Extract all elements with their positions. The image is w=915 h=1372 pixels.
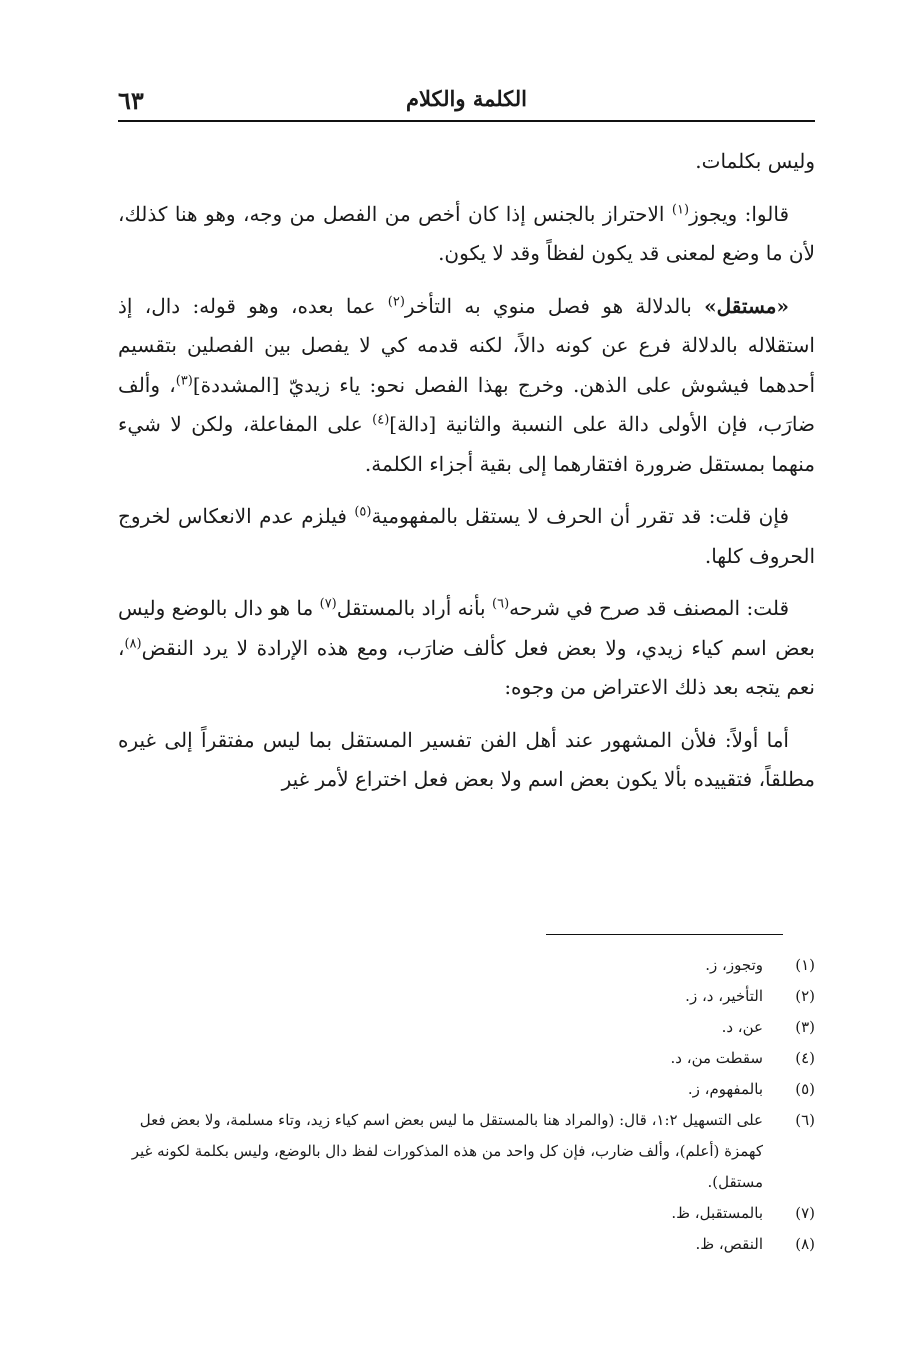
footnote-item bbox=[118, 1229, 815, 1260]
paragraph-2-text-3: ، وألف ضارَب، فإن الأولى دالة على النسبة والثانية [دالة] bbox=[118, 372, 815, 436]
paragraph-4-text-3: ما هو دال بالوضع وليس بعض اسم كياء زيدي، ولا بعض فعل كألف ضارَب، ومع هذه الإرادة لا يرد النقض bbox=[118, 596, 815, 660]
footnote-number: (٧) bbox=[795, 1204, 815, 1222]
footnote-ref-1[interactable]: (١) bbox=[671, 201, 690, 217]
footnote-ref-5[interactable]: (٥) bbox=[354, 504, 372, 520]
footnote-number: (٦) bbox=[795, 1111, 815, 1129]
paragraph-2-text-4: على المفاعلة، ولكن لا شيء منهما بمستقل ضرورة افتقارهما إلى بقية أجزاء الكلمة. bbox=[118, 412, 815, 476]
defined-term: «مستقل» bbox=[704, 293, 789, 318]
paragraph-3-text-1: فإن قلت: قد تقرر أن الحرف لا يستقل بالمفهومية bbox=[371, 504, 790, 528]
paragraph-2 bbox=[118, 287, 815, 485]
footnote-text: على التسهيل ١:٢، قال: (والمراد هنا بالمستقل ما ليس بعض اسم كياء زيد، وتاء مسلمة، ولا بعض فعل كهمزة (أعلم)، وألف ضارب، فإن كل واحد من هذه المذكورات لفظ دال بالوضع، وليس بكلمة لكونه غير مستقل). bbox=[131, 1111, 763, 1191]
footnote-item bbox=[118, 950, 815, 981]
footnote-ref-2[interactable]: (٢) bbox=[387, 293, 405, 309]
paragraph-3 bbox=[118, 497, 815, 576]
main-text bbox=[118, 142, 815, 813]
footnote-ref-4[interactable]: (٤) bbox=[372, 412, 390, 428]
header-rule bbox=[118, 120, 815, 122]
paragraph-0 bbox=[118, 142, 815, 182]
footnote-ref-6[interactable]: (٦) bbox=[492, 596, 510, 612]
footnote-separator bbox=[546, 934, 783, 935]
footnote-ref-8[interactable]: (٨) bbox=[124, 635, 142, 651]
footnote-text: التأخير، د، ز. bbox=[685, 987, 763, 1005]
paragraph-4 bbox=[118, 589, 815, 708]
footnote-item bbox=[118, 1012, 815, 1043]
paragraph-1-text-1: قالوا: ويجوز bbox=[689, 201, 790, 226]
paragraph-1 bbox=[118, 195, 815, 274]
paragraph-3-text-2: فيلزم عدم الانعكاس لخروج الحروف كلها. bbox=[118, 504, 815, 568]
footnote-item bbox=[118, 1198, 815, 1229]
footnotes bbox=[118, 950, 815, 1260]
paragraph-2-text-2: عما بعده، وهو قوله: دال، إذ استقلاله بالدلالة فرع عن كونه دالاً، لكنه قدمه كي لا يفصل بين الفصلين بتقسيم أحدهما فيشوش على الذهن. وخرج بهذا الفصل نحو: ياء زيديّ [المشددة] bbox=[118, 293, 815, 397]
footnote-item bbox=[118, 1105, 815, 1198]
footnote-text: عن، د. bbox=[721, 1018, 763, 1036]
footnote-number: (٥) bbox=[795, 1080, 815, 1098]
footnote-number: (١) bbox=[795, 956, 815, 974]
footnote-item bbox=[118, 1074, 815, 1105]
paragraph-4-text-1: قلت: المصنف قد صرح في شرحه bbox=[509, 596, 790, 620]
paragraph-0-text: وليس بكلمات. bbox=[695, 149, 815, 173]
paragraph-2-text-1: بالدلالة هو فصل منوي به التأخر bbox=[404, 293, 705, 318]
footnote-number: (٨) bbox=[795, 1235, 815, 1253]
footnote-ref-7[interactable]: (٧) bbox=[319, 596, 337, 612]
footnote-text: النقص، ظ. bbox=[695, 1235, 763, 1253]
page-number: ٦٣ bbox=[118, 86, 144, 115]
paragraph-5 bbox=[118, 721, 815, 800]
paragraph-1-text-2: الاحتراز بالجنس إذا كان أخص من الفصل من وجه، وهو هنا كذلك، لأن ما وضع لمعنى قد يكون لفظاً وقد لا يكون. bbox=[118, 201, 815, 265]
footnote-number: (٤) bbox=[795, 1049, 815, 1067]
paragraph-5-text-1: أما أولاً: فلأن المشهور عند أهل الفن تفسير المستقل بما ليس مفتقراً إلى غيره مطلقاً، فتقييده بألا يكون بعض اسم ولا بعض فعل اختراع لأمر غير bbox=[118, 727, 815, 791]
footnote-text: بالمستقبل، ظ. bbox=[671, 1204, 763, 1222]
footnote-item bbox=[118, 1043, 815, 1074]
footnote-item bbox=[118, 981, 815, 1012]
footnote-number: (٢) bbox=[795, 987, 815, 1005]
footnote-ref-3[interactable]: (٣) bbox=[175, 372, 193, 388]
footnote-text: بالمفهوم، ز. bbox=[687, 1080, 763, 1098]
running-title: الكلمة والكلام bbox=[406, 86, 527, 111]
footnote-text: سقطت من، د. bbox=[670, 1049, 763, 1067]
paragraph-4-text-4: ، نعم يتجه بعد ذلك الاعتراض من وجوه: bbox=[118, 635, 815, 699]
footnote-number: (٣) bbox=[795, 1018, 815, 1036]
footnote-text: وتجوز، ز. bbox=[705, 956, 763, 974]
page-header bbox=[118, 78, 815, 120]
paragraph-4-text-2: بأنه أراد بالمستقل bbox=[336, 596, 492, 620]
